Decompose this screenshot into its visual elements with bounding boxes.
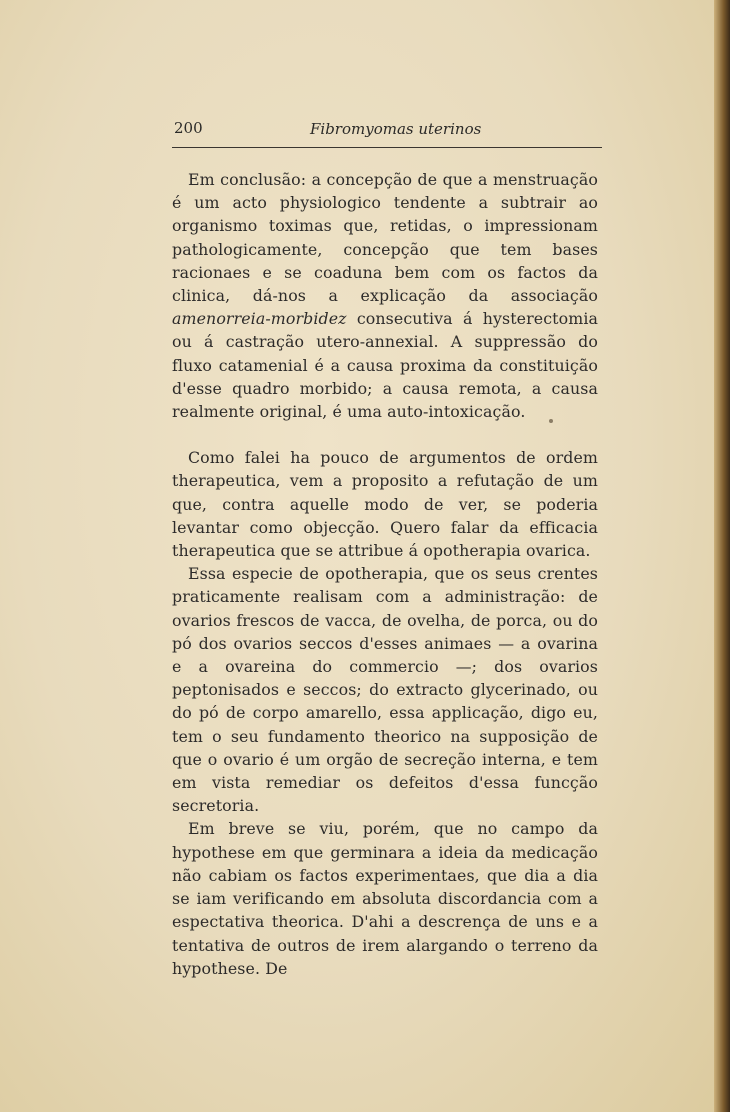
paragraph-opotherapy: Essa especie de opotherapia, que os seus crentes praticamente realisam com a administração: de ovarios frescos de vacca, de ovelha, de porca, ou do pó dos ovarios seccos d'esses animaes — a ovarina e a ovareina do commercio —; dos ovarios peptonisados e seccos; do extracto glycerinado, ou do pó de corpo amarello, essa applicação, digo eu, tem o seu fundamento theorico na supposição de que o ovario é um orgão de secreção interna, e tem em vista remediar os defeitos d'essa funcção secretoria. — [172, 564, 598, 816]
page-number: 200 — [174, 119, 203, 137]
paragraph-conclusion — [172, 168, 598, 423]
ink-speck — [549, 419, 553, 423]
running-title: Fibromyomas uterinos — [310, 120, 482, 138]
paragraph-conclusion-emphasis: amenorreia-morbidez — [172, 309, 347, 329]
paragraph-hypothesis: Em breve se viu, porém, que no campo da hypothese em que germinara a ideia da medicação não cabiam os factos experimentaes, que dia a dia se iam verificando em absoluta discordancia com a espectativa theorica. D'ahi a descrença de uns e a tentativa de outros de irem alargando o terreno da hypothese. De — [172, 819, 598, 978]
book-spine-edge — [714, 0, 730, 1112]
page-header — [172, 117, 602, 148]
paragraph-conclusion-end: consecutiva á hysterectomia ou á castração utero-annexial. A suppressão do fluxo catamenial é a causa proxima da constituição d'esse quadro morbido; a causa remota, a causa realmente original, é uma auto-intoxicação. — [172, 309, 598, 422]
body-text — [172, 168, 598, 980]
paragraph-conclusion-start: Em conclusão: a concepção de que a menstruação é um acto physiologico tendente a subtrair ao organismo toximas que, retidas, o impressionam pathologicamente, concepção que tem bases racionaes e se coaduna bem com os factos da clinica, dá-nos a explicação da associação — [172, 170, 598, 306]
paragraph-therapeutic-argument: Como falei ha pouco de argumentos de ordem therapeutica, vem a proposito a refutação de um que, contra aquelle modo de ver, se poderia levantar como objecção. Quero falar da efficacia therapeutica que se attribue á opotherapia ovarica. — [172, 448, 598, 561]
